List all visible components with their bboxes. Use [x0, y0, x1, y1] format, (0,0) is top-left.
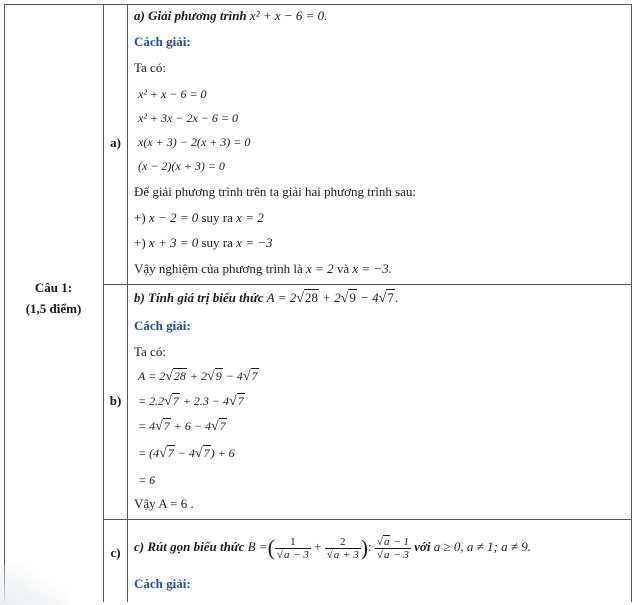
part-b-step-2: = 2.2√7 + 2.3 − 4√7	[138, 394, 244, 409]
part-a-method-heading: Cách giải:	[134, 34, 191, 49]
part-label-c: c)	[110, 545, 121, 560]
part-b-step-5: = 6	[138, 473, 156, 487]
column-divider-1	[103, 4, 104, 602]
fraction-2: $\frac{2}{√a + 3}$	[326, 535, 359, 561]
table-border-top	[4, 4, 632, 5]
part-b-step-4: = (4√7 − 4√7) + 6	[138, 446, 235, 461]
part-a-conclusion: Vậy nghiệm của phương trình là x = 2 và x = −3.	[134, 261, 392, 276]
part-b-have: Ta có:	[134, 344, 166, 359]
part-a-have: Ta có:	[134, 60, 166, 75]
part-a-step-1: x² + x − 6 = 0	[138, 87, 207, 101]
question-number: Câu 1:	[34, 280, 73, 295]
row-divider-ab	[104, 284, 632, 285]
part-a-explanation: Để giải phương trình trên ta giải hai phương trình sau:	[134, 184, 417, 199]
part-a-step-2: x² + 3x − 2x − 6 = 0	[138, 111, 238, 125]
fraction-3: $\frac{√a - 1}{√a - 3}$	[376, 535, 409, 561]
part-b-title: b) Tính giá trị biểu thức A = 2√28 + 2√9 − 4√7.	[134, 290, 399, 306]
part-a-case-1: +) x − 2 = 0 suy ra x = 2	[134, 210, 264, 225]
part-c-method-heading: Cách giải:	[134, 576, 191, 591]
row-divider-bc	[104, 519, 632, 520]
scan-shading	[0, 565, 70, 605]
part-a-step-3: x(x + 3) − 2(x + 3) = 0	[138, 135, 251, 149]
part-label-b: b)	[109, 393, 122, 408]
part-a-case-2: +) x + 3 = 0 suy ra x = −3	[134, 235, 273, 250]
part-a-title: a) Giải phương trình x² + x − 6 = 0.	[134, 8, 328, 23]
part-c-title: c) Rút gọn biểu thức B =( $\frac{1}{√a - 3}$ + $\frac{2}{√a + 3}$ ): $\frac{√a - 1}{√a - 3}$ với a ≥ 0, a ≠ 1; a ≠ 9.	[134, 535, 531, 561]
part-b-conclusion: Vậy A = 6 .	[134, 496, 194, 511]
table-border-right	[631, 4, 632, 602]
column-divider-2	[127, 4, 128, 602]
part-a-step-4: (x − 2)(x + 3) = 0	[138, 159, 225, 173]
question-points: (1,5 điểm)	[25, 301, 82, 316]
part-b-method-heading: Cách giải:	[134, 318, 191, 333]
fraction-1: $\frac{1}{√a - 3}$	[276, 535, 309, 561]
part-b-step-1: A = 2√28 + 2√9 − 4√7	[138, 369, 258, 384]
part-label-a: a)	[110, 135, 121, 150]
part-b-step-3: = 4√7 + 6 − 4√7	[138, 419, 226, 434]
